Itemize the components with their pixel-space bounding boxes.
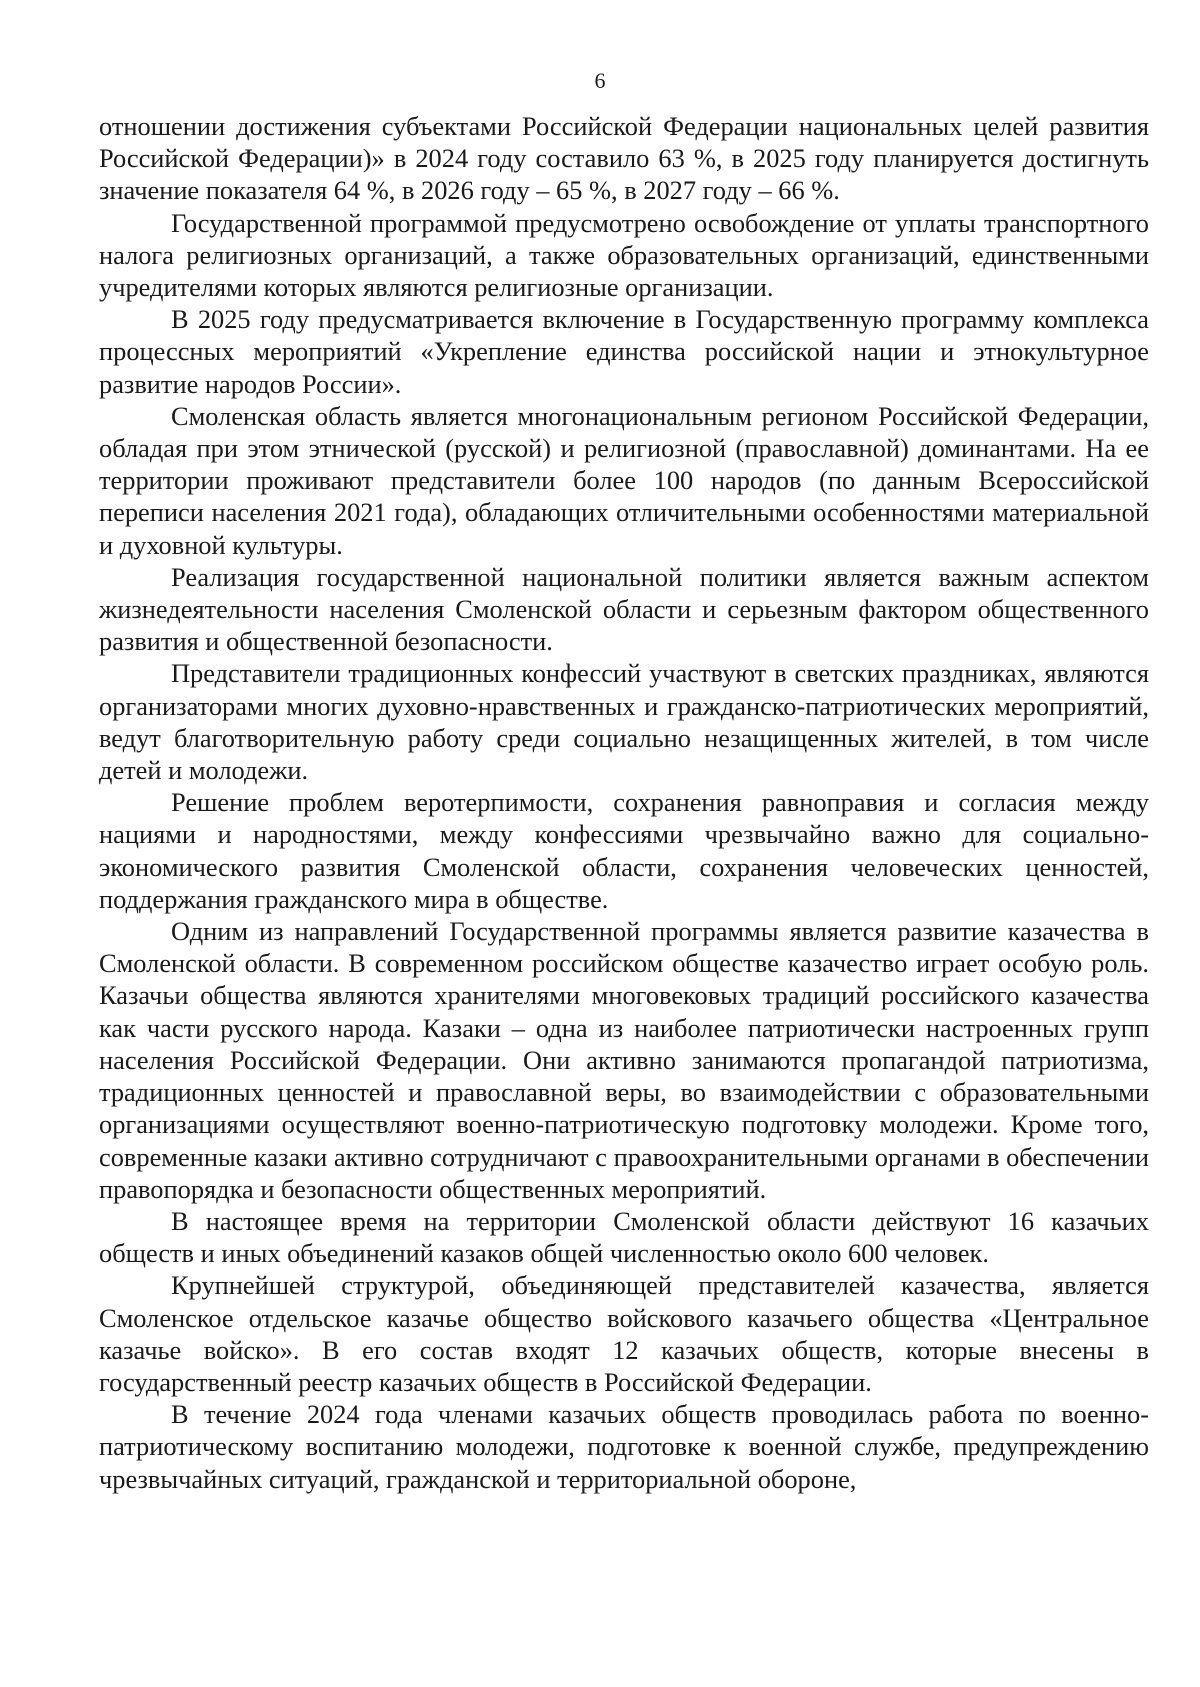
paragraph-2: Государственной программой предусмотрено освобождение от уплаты транспортного налога религиозных организаций, а также образовательных организаций, единственными учредителями которых являются религиозные организации. xyxy=(99,207,1149,303)
paragraph-5: Реализация государственной национальной политики является важным аспектом жизнедеятельности населения Смоленской области и серьезным фактором общественного развития и общественной безопасности. xyxy=(99,561,1149,657)
paragraph-9: В настоящее время на территории Смоленской области действуют 16 казачьих обществ и иных объединений казаков общей численностью около 600 человек. xyxy=(99,1205,1149,1269)
paragraph-8: Одним из направлений Государственной программы является развитие казачества в Смоленской области. В современном российском обществе казачество играет особую роль. Казачьи общества являются хранителями многовековых традиций российского казачества как части русского народа. Казаки – одна из наиболее патриотически настроенных групп населения Российской Федерации. Они активно занимаются пропагандой патриотизма, традиционных ценностей и православной веры, во взаимодействии с образовательными организациями осуществляют военно-патриотическую подготовку молодежи. Кроме того, современные казаки активно сотрудничают с правоохранительными органами в обеспечении правопорядка и безопасности общественных мероприятий. xyxy=(99,916,1149,1204)
paragraph-3: В 2025 году предусматривается включение в Государственную программу комплекса процессных мероприятий «Укрепление единства российской нации и этнокультурное развитие народов России». xyxy=(99,304,1149,399)
paragraph-11: В течение 2024 года членами казачьих обществ проводилась работа по военно-патриотическому воспитанию молодежи, подготовке к военной службе, предупреждению чрезвычайных ситуаций, гражданской и территориальной обороне, xyxy=(99,1399,1149,1494)
paragraph-1: отношении достижения субъектами Российской Федерации национальных целей развития Российской Федерации)» в 2024 году составило 63 %, в 2025 году планируется достигнуть значение показателя 64 %, в 2026 году – 65 %, в 2027 году – 66 %. xyxy=(99,111,1149,206)
page-number: 6 xyxy=(594,68,606,93)
paragraph-7: Решение проблем веротерпимости, сохранения равноправия и согласия между нациями и народностями, между конфессиями чрезвычайно важно для социально-экономического развития Смоленской области, сохранения человеческих ценностей, поддержания гражданского мира в обществе. xyxy=(99,787,1149,914)
paragraph-4: Смоленская область является многонациональным регионом Российской Федерации, обладая при этом этнической (русской) и религиозной (православной) доминантами. На ее территории проживают представители более 100 народов (по данным Всероссийской переписи населения 2021 года), обладающих отличительными особенностями материальной и духовной культуры. xyxy=(99,400,1149,560)
document-body xyxy=(99,110,1149,1495)
paragraph-6: Представители традиционных конфессий участвуют в светских праздниках, являются организаторами многих духовно-нравственных и гражданско-патриотических мероприятий, ведут благотворительную работу среди социально незащищенных жителей, в том числе детей и молодежи. xyxy=(99,658,1149,786)
paragraph-10: Крупнейшей структурой, объединяющей представителей казачества, является Смоленское отдельское казачье общество войскового казачьего общества «Центральное казачье войско». В его состав входят 12 казачьих обществ, которые внесены в государственный реестр казачьих обществ в Российской Федерации. xyxy=(99,1270,1149,1397)
